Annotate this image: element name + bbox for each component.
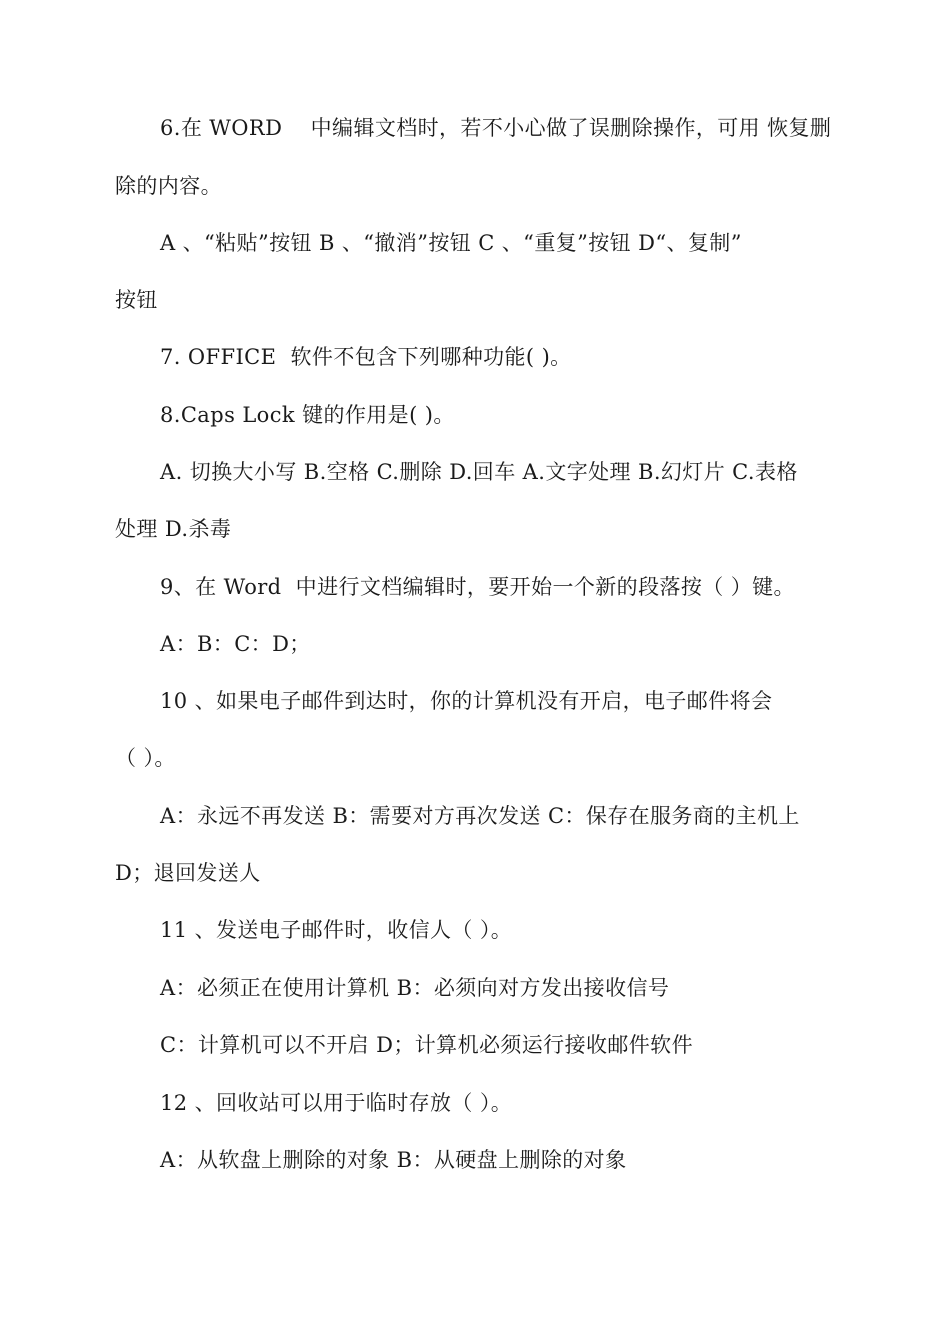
question-8: 8.Caps Lock 键的作用是( )。 xyxy=(160,403,455,427)
question-10-options-line-1: A：永远不再发送 B：需要对方再次发送 C：保存在服务商的主机上 xyxy=(160,804,800,828)
question-6-options-line-2: 按钮 xyxy=(115,288,158,312)
question-7-8-options-line-2: 处理 D.杀毒 xyxy=(115,517,232,541)
question-7: 7. OFFICE 软件不包含下列哪种功能( )。 xyxy=(160,345,572,369)
question-10-line-2: （ ）。 xyxy=(115,746,176,770)
question-12-options: A：从软盘上删除的对象 B：从硬盘上删除的对象 xyxy=(160,1148,627,1172)
question-11-options-line-2: C：计算机可以不开启 D；计算机必须运行接收邮件软件 xyxy=(160,1033,693,1057)
question-9: 9、在 Word 中进行文档编辑时，要开始一个新的段落按（ ）键。 xyxy=(160,575,795,599)
question-10-options-line-2: D；退回发送人 xyxy=(115,861,261,885)
question-12: 12 、回收站可以用于临时存放（ ）。 xyxy=(160,1091,513,1115)
question-6-options-line-1: A 、“粘贴”按钮 B 、“撤消”按钮 C 、“重复”按钮 D“、复制” xyxy=(160,231,742,255)
question-7-8-options-line-1: A. 切换大小写 B.空格 C.删除 D.回车 A.文字处理 B.幻灯片 C.表格 xyxy=(160,460,798,484)
question-6-line-2: 除的内容。 xyxy=(115,174,222,198)
question-11: 11 、发送电子邮件时，收信人（ ）。 xyxy=(160,918,513,942)
question-10-line-1: 10 、如果电子邮件到达时，你的计算机没有开启，电子邮件将会 xyxy=(160,689,773,713)
question-11-options-line-1: A：必须正在使用计算机 B：必须向对方发出接收信号 xyxy=(160,976,670,1000)
question-6-line-1: 6.在 WORD 中编辑文档时，若不小心做了误删除操作，可用 恢复删 xyxy=(160,116,832,140)
question-9-options: A：B：C：D； xyxy=(160,632,311,656)
